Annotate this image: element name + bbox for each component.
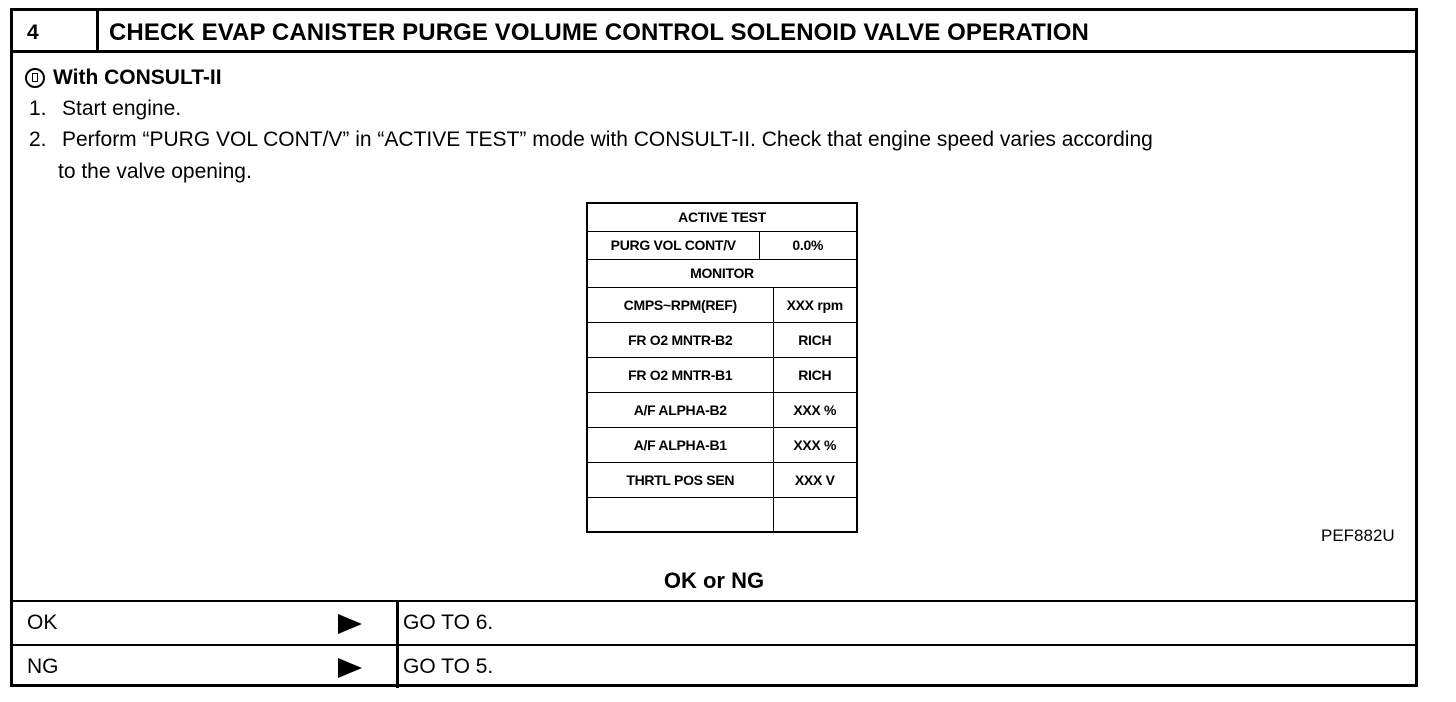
arrow-right-icon bbox=[338, 658, 362, 678]
procedure-step bbox=[29, 128, 1153, 152]
monitor-value: XXX rpm bbox=[773, 287, 857, 322]
step-header bbox=[13, 11, 1415, 53]
monitor-value: XXX % bbox=[773, 427, 857, 462]
consult-heading bbox=[25, 66, 222, 90]
divider bbox=[396, 602, 399, 644]
monitor-label: A/F ALPHA-B1 bbox=[587, 427, 773, 462]
step-body bbox=[13, 53, 1415, 600]
monitor-label: THRTL POS SEN bbox=[587, 462, 773, 497]
monitor-heading: MONITOR bbox=[587, 259, 857, 287]
monitor-value: XXX V bbox=[773, 462, 857, 497]
result-action: GO TO 5. bbox=[403, 655, 494, 678]
monitor-value bbox=[773, 497, 857, 532]
result-label: NG bbox=[27, 655, 59, 678]
monitor-label: FR O2 MNTR-B2 bbox=[587, 322, 773, 357]
arrow-right-icon bbox=[338, 614, 362, 634]
procedure-step bbox=[29, 97, 181, 121]
monitor-value: RICH bbox=[773, 322, 857, 357]
decision-prompt: OK or NG bbox=[663, 568, 765, 593]
monitor-value: XXX % bbox=[773, 392, 857, 427]
result-label: OK bbox=[27, 611, 58, 634]
monitor-label: A/F ALPHA-B2 bbox=[587, 392, 773, 427]
result-action: GO TO 6. bbox=[403, 611, 494, 634]
active-test-title: ACTIVE TEST bbox=[587, 203, 857, 231]
active-test-screen bbox=[586, 202, 858, 533]
step-number: 4 bbox=[13, 11, 99, 50]
step-text: Start engine. bbox=[62, 97, 182, 120]
active-test-item-value: 0.0% bbox=[759, 231, 857, 259]
step-text: Perform “PURG VOL CONT/V” in “ACTIVE TEST” mode with CONSULT-II. Check that engine speed varies according bbox=[62, 128, 1153, 151]
result-row-ok bbox=[13, 600, 1415, 644]
divider bbox=[396, 646, 399, 688]
step-index: 1. bbox=[29, 97, 47, 120]
step-index: 2. bbox=[29, 128, 47, 151]
monitor-value: RICH bbox=[773, 357, 857, 392]
step-title: CHECK EVAP CANISTER PURGE VOLUME CONTROL SOLENOID VALVE OPERATION bbox=[109, 19, 1089, 46]
consult-label: With CONSULT-II bbox=[53, 66, 222, 89]
monitor-label: FR O2 MNTR-B1 bbox=[587, 357, 773, 392]
monitor-label bbox=[587, 497, 773, 532]
procedure-frame bbox=[10, 8, 1418, 687]
figure-id: PEF882U bbox=[1321, 526, 1395, 545]
consult-tester-icon bbox=[25, 68, 45, 88]
result-row-ng bbox=[13, 644, 1415, 688]
step-text-continued: to the valve opening. bbox=[58, 160, 252, 183]
monitor-label: CMPS~RPM(REF) bbox=[587, 287, 773, 322]
active-test-item-label: PURG VOL CONT/V bbox=[587, 231, 759, 259]
